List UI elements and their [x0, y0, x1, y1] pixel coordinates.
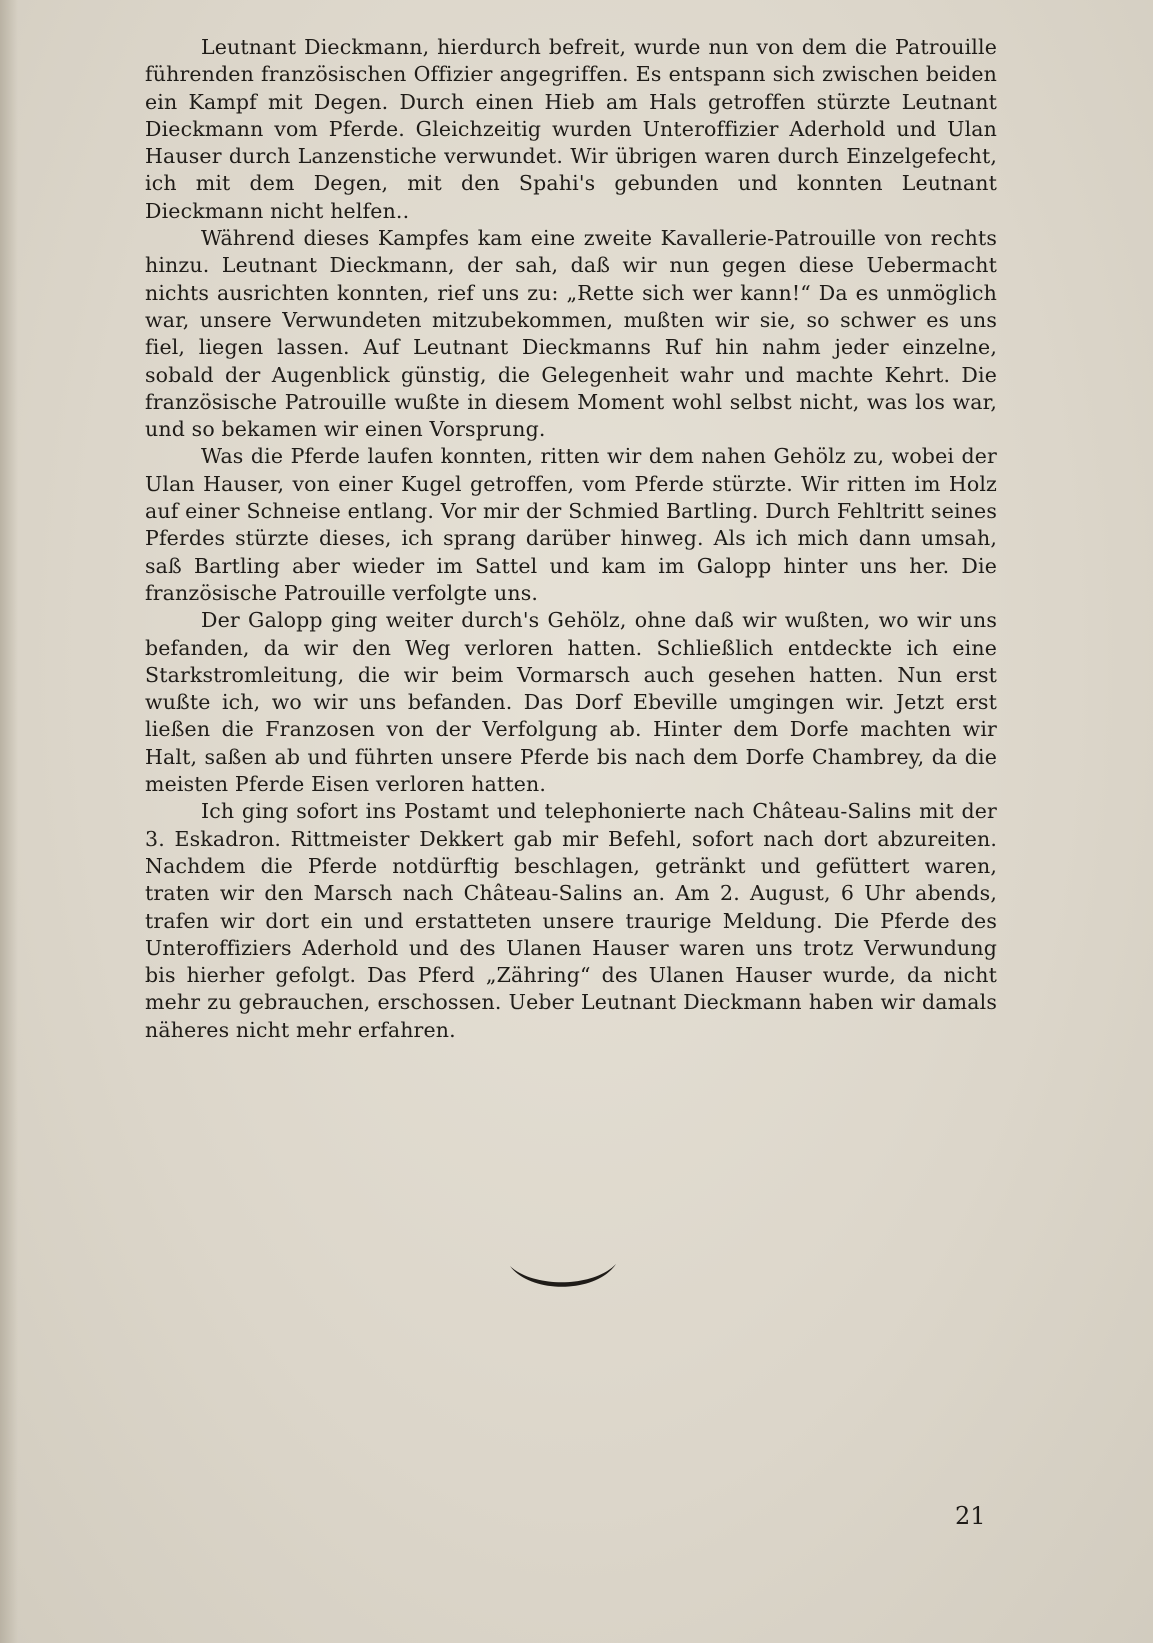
- paragraph-1: Leutnant Dieckmann, hierdurch befreit, wurde nun von dem die Patrouille führenden französischen Offizier angegriffen. Es entspann sich zwischen beiden ein Kampf mit Degen. Durch einen Hieb am Hals getroffen stürzte Leutnant Dieckmann vom Pferde. Gleichzeitig wurden Unteroffizier Aderhold und Ulan Hauser durch Lanzenstiche verwundet. Wir übrigen waren durch Einzelgefecht, ich mit dem Degen, mit den Spahi's gebunden und konnten Leutnant Dieckmann nicht helfen..: [145, 35, 997, 223]
- body-text: [145, 34, 997, 1044]
- paragraph-4: Der Galopp ging weiter durch's Gehölz, ohne daß wir wußten, wo wir uns befanden, da wir den Weg verloren hatten. Schließlich entdeckte ich eine Starkstromleitung, die wir beim Vormarsch auch gesehen hatten. Nun erst wußte ich, wo wir uns befanden. Das Dorf Ebeville umgingen wir. Jetzt erst ließen die Franzosen von der Verfolgung ab. Hinter dem Dorfe machten wir Halt, saßen ab und führten unsere Pferde bis nach dem Dorfe Chambrey, da die meisten Pferde Eisen verloren hatten.: [145, 608, 997, 797]
- paragraph-5: Ich ging sofort ins Postamt und telephonierte nach Château-Salins mit der 3. Eskadron. Rittmeister Dekkert gab mir Befehl, sofort nach dort abzureiten. Nachdem die Pferde notdürftig beschlagen, getränkt und gefüttert waren, traten wir den Marsch nach Château-Salins an. Am 2. August, 6 Uhr abends, trafen wir dort ein und erstatteten unsere traurige Meldung. Die Pferde des Unteroffiziers Aderhold und des Ulanen Hauser waren uns trotz Verwundung bis hierher gefolgt. Das Pferd „Zähring“ des Ulanen Hauser wurde, da nicht mehr zu gebrauchen, erschossen. Ueber Leutnant Dieckmann haben wir damals näheres nicht mehr erfahren.: [145, 799, 997, 1042]
- page-spine-shadow: [0, 0, 18, 1643]
- paragraph-2: Während dieses Kampfes kam eine zweite Kavallerie-Patrouille von rechts hinzu. Leutnant Dieckmann, der sah, daß wir nun gegen diese Uebermacht nichts ausrichten konnten, rief uns zu: „Rette sich wer kann!“ Da es unmöglich war, unsere Verwundeten mitzubekommen, mußten wir sie, so schwer es uns fiel, liegen lassen. Auf Leutnant Dieckmanns Ruf hin nahm jeder einzelne, sobald der Augenblick günstig, die Gelegenheit wahr und machte Kehrt. Die französische Patrouille wußte in diesem Moment wohl selbst nicht, was los war, und so bekamen wir einen Vorsprung.: [145, 226, 997, 442]
- page-number: 21: [955, 1502, 986, 1530]
- paragraph-3: Was die Pferde laufen konnten, ritten wir dem nahen Gehölz zu, wobei der Ulan Hauser, von einer Kugel getroffen, vom Pferde stürzte. Wir ritten im Holz auf einer Schneise entlang. Vor mir der Schmied Bartling. Durch Fehltritt seines Pferdes stürzte dieses, ich sprang darüber hinweg. Als ich mich dann umsah, saß Bartling aber wieder im Sattel und kam im Galopp hinter uns her. Die französische Patrouille verfolgte uns.: [145, 444, 997, 605]
- swash-ornament-icon: [508, 1258, 618, 1298]
